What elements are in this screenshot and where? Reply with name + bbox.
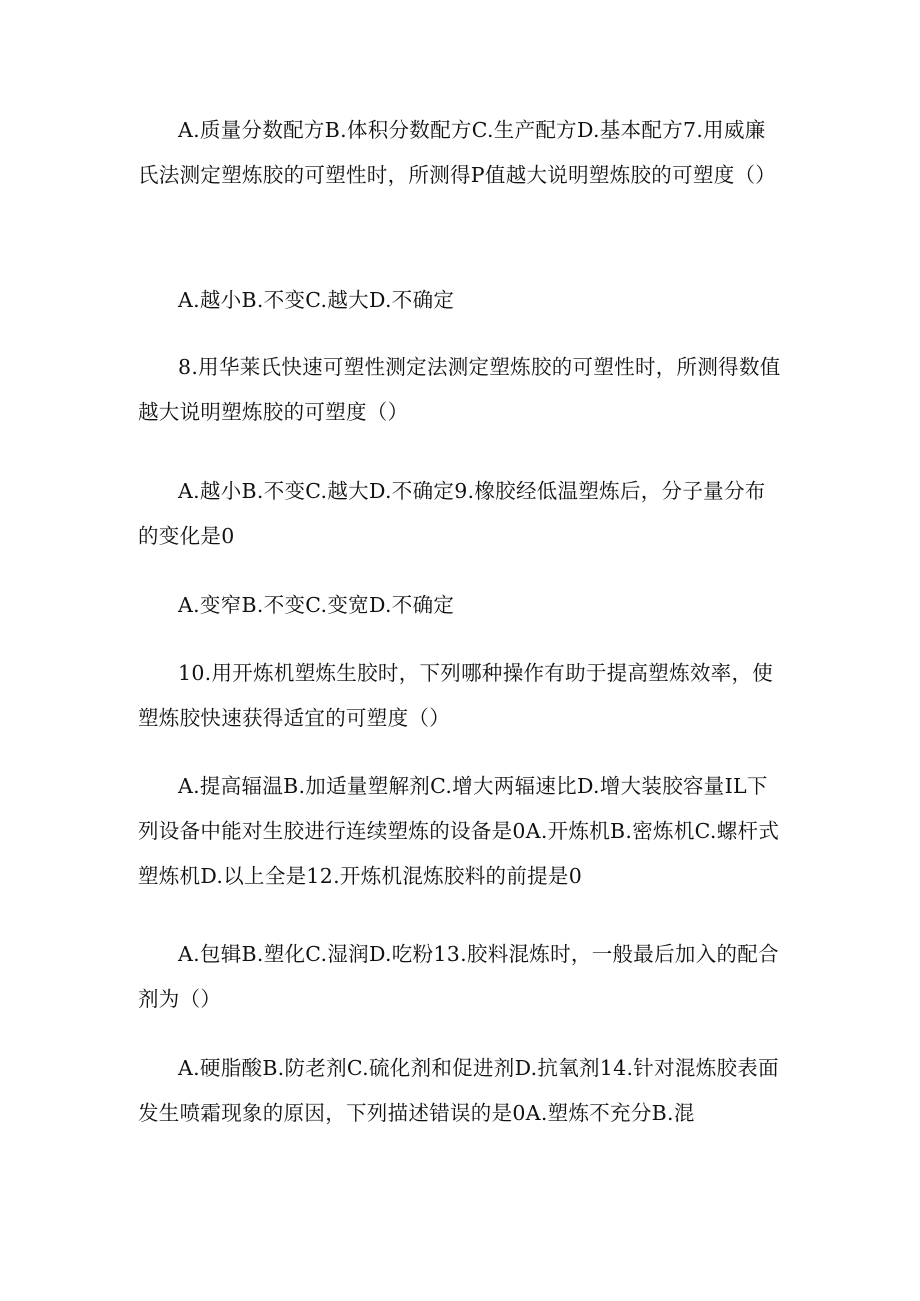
paragraph-q13-options-q14: A.硬脂酸B.防老剂C.硫化剂和促进剂D.抗氧剂14.针对混炼胶表面发生喷霜现象的原因，下列描述错误的是0A.塑炼不充分B.混 xyxy=(138,1056,779,1125)
paragraph-q10-options-q11-q12: A.提高辐温B.加适量塑解剂C.增大两辐速比D.增大装胶容量IL下列设备中能对生胶进行连续塑炼的设备是0A.开炼机B.密炼机C.螺杆式塑炼机D.以上全是12.开炼机混炼胶料的前提是0 xyxy=(138,774,780,888)
paragraph-q10: 10.用开炼机塑炼生胶时，下列哪种操作有助于提高塑炼效率，使塑炼胶快速获得适宜的可塑度（） xyxy=(138,661,774,730)
paragraph-q8: 8.用华莱氏快速可塑性测定法测定塑炼胶的可塑性时，所测得数值越大说明塑炼胶的可塑度（） xyxy=(138,355,781,424)
paragraph-q8-options-q9: A.越小B.不变C.越大D.不确定9.橡胶经低温塑炼后，分子量分布的变化是0 xyxy=(138,479,766,548)
paragraph-q9-options: A.变窄B.不变C.变宽D.不确定 xyxy=(178,593,455,617)
paragraph-q6-options-q7: A.质量分数配方B.体积分数配方C.生产配方D.基本配方7.用威廉氏法测定塑炼胶的可塑性时，所测得P值越大说明塑炼胶的可塑度（） xyxy=(138,118,777,187)
paragraph-q7-options: A.越小B.不变C.越大D.不确定 xyxy=(178,288,455,312)
paragraph-q12-options-q13: A.包辑B.塑化C.湿润D.吃粉13.胶料混炼时，一般最后加入的配合剂为（） xyxy=(138,942,779,1011)
